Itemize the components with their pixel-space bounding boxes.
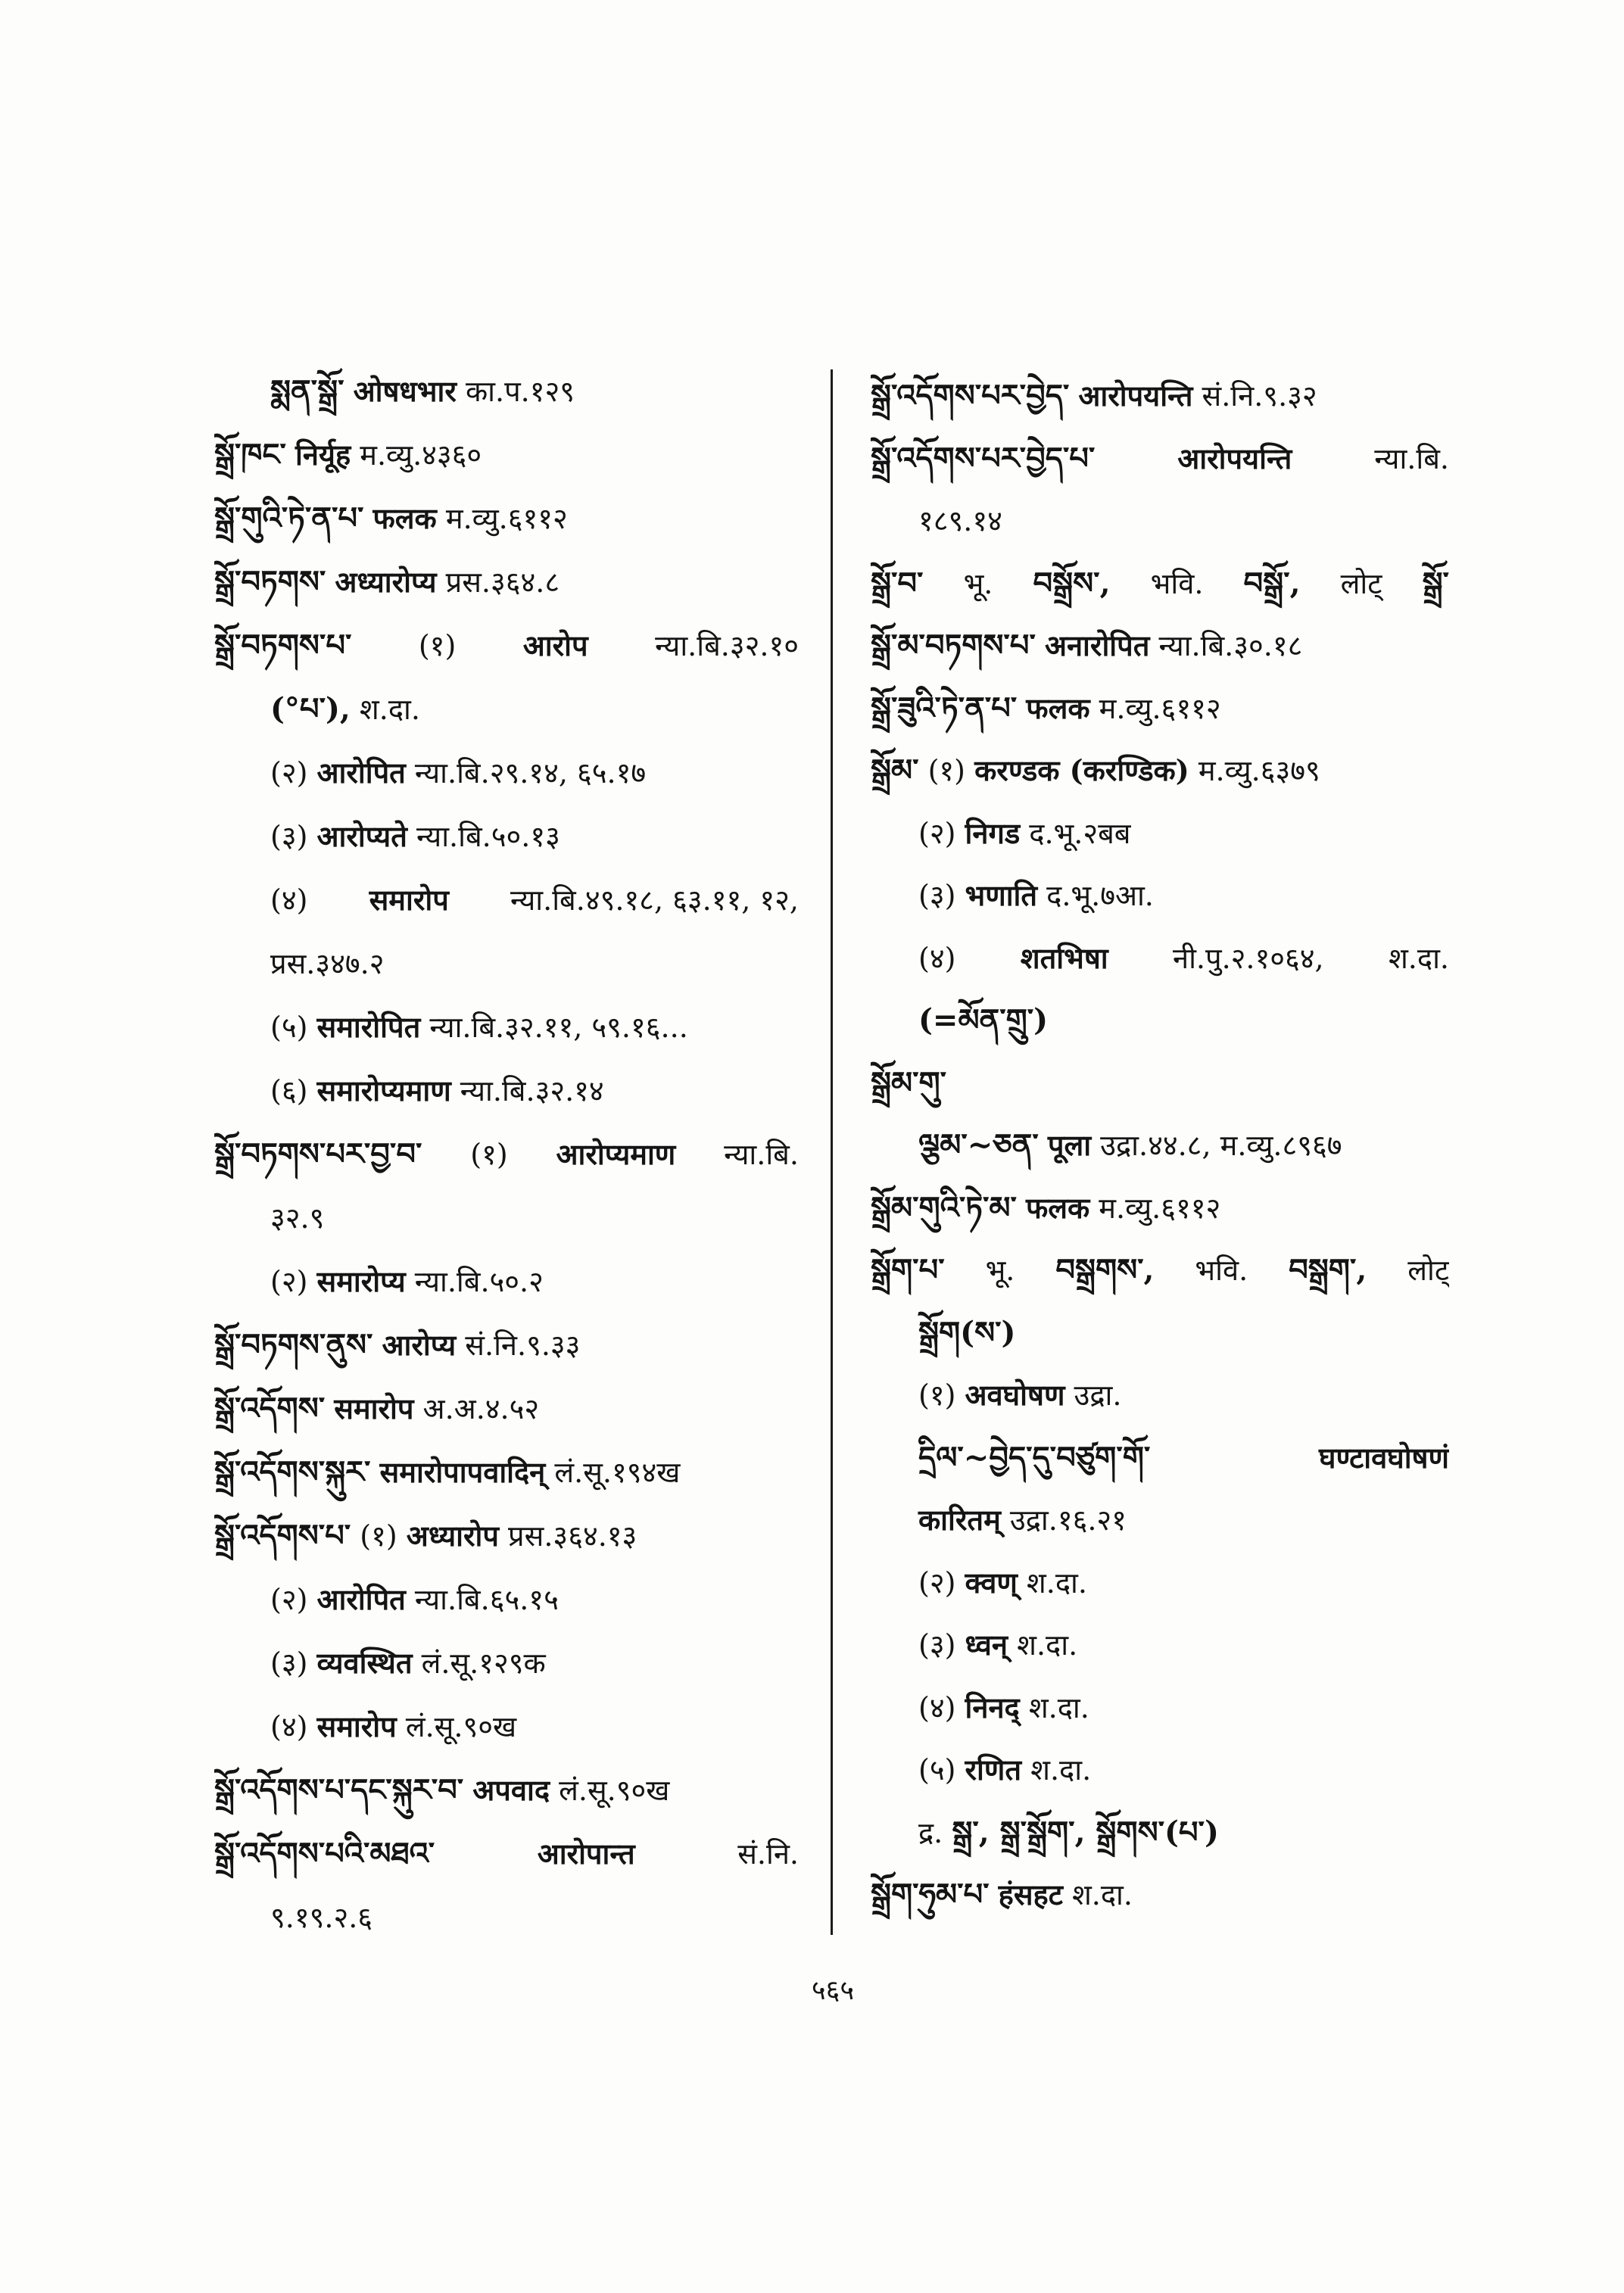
grammar-label: लोट् — [1340, 566, 1382, 600]
source-reference: न्या.बि. — [1374, 441, 1449, 475]
entry-continuation-line — [871, 802, 1449, 865]
tibetan-text: སྒྲོ་ཟུའི་ཏེ་ན་པ་ — [871, 690, 1018, 726]
sense-number: (२) — [270, 1583, 308, 1616]
source-reference: १८९.१४ — [918, 504, 1002, 537]
entry-continuation-line — [214, 1631, 799, 1695]
entry-continuation-line — [871, 1739, 1449, 1802]
sanskrit-term: अवघोषण — [965, 1378, 1065, 1412]
dictionary-entry-line — [214, 1822, 799, 1886]
column-divider — [831, 369, 833, 1935]
sanskrit-term: घण्टावघोषणं — [1319, 1440, 1449, 1475]
tibetan-text: སྒྲོ་མ་བཏགས་པ་ — [871, 628, 1036, 663]
dictionary-entry-line — [871, 1864, 1449, 1927]
sanskrit-term: कारितम् — [918, 1503, 1001, 1537]
source-reference: ३२.९ — [270, 1201, 325, 1235]
entry-continuation-line — [214, 1695, 799, 1759]
tibetan-text: སྒྲོ་ — [1422, 565, 1449, 601]
sanskrit-term: ध्वन् — [965, 1628, 1008, 1662]
tibetan-text: སྒྲོ་འདོགས་པར་བྱེད་པ་ — [871, 440, 1096, 476]
dictionary-entry-line — [214, 1377, 799, 1441]
grammar-label: भू. — [963, 566, 993, 600]
source-reference: द.भू.२बब — [1029, 816, 1131, 850]
sanskrit-term: फलक — [372, 501, 437, 535]
sense-number: (४) — [918, 1690, 956, 1724]
sanskrit-term: आरोप — [522, 628, 588, 662]
source-reference: श.दा. — [1028, 1690, 1089, 1724]
dictionary-entry-line — [871, 1177, 1449, 1240]
tibetan-text: སྒྲོ་འདོགས་ — [214, 1391, 326, 1426]
tibetan-text: སྒྲོམ་ — [871, 752, 919, 788]
sanskrit-term: समारोप — [369, 883, 449, 917]
grammar-label: लोट् — [1407, 1254, 1449, 1287]
source-reference: प्रस.३४७.२ — [270, 947, 385, 980]
sanskrit-term: समारोप — [334, 1391, 414, 1425]
sanskrit-term: आरोपित — [316, 756, 406, 790]
entry-continuation-line — [871, 1552, 1449, 1615]
sanskrit-term: अपवाद — [472, 1773, 550, 1807]
source-reference: लं.सू.९०ख — [405, 1710, 517, 1743]
dictionary-entry-line — [871, 740, 1449, 802]
sanskrit-term: पूला — [1047, 1128, 1092, 1162]
sense-number: (४) — [270, 883, 308, 917]
dictionary-entry-line — [871, 615, 1449, 678]
dictionary-entry-line — [214, 1123, 799, 1186]
source-reference: न्या.बि.३०.१८ — [1158, 629, 1303, 662]
dictionary-entry-line — [871, 1052, 1449, 1115]
source-reference: द.भू.७आ. — [1046, 879, 1154, 912]
dictionary-entry-line — [214, 1313, 799, 1377]
tibetan-text: སྒྲོ་བཏགས་ — [214, 564, 326, 600]
tibetan-text: བསྒྲག་, — [1289, 1252, 1367, 1288]
sense-number: (१) — [927, 754, 965, 787]
sanskrit-term: समारोप्य — [316, 1264, 406, 1298]
left-column — [214, 360, 799, 1949]
source-reference: श.दा. — [1030, 1753, 1092, 1787]
tibetan-text: སྒྲོ་འདོགས་པ་ — [214, 1518, 351, 1553]
sanskrit-term: समारोपापवादिन् — [379, 1455, 546, 1489]
source-reference: श.दा. — [1017, 1628, 1078, 1662]
dictionary-entry-line — [871, 553, 1449, 615]
sense-number: (२) — [918, 816, 956, 850]
sense-number: (३) — [918, 879, 956, 912]
entry-continuation-line — [214, 805, 799, 868]
sanskrit-term: रणित — [965, 1752, 1022, 1787]
source-reference: श.दा. — [1388, 941, 1449, 975]
entry-continuation-line — [214, 1250, 799, 1313]
source-reference: नी.पु.२.१०६४, — [1172, 941, 1324, 975]
source-reference: न्या.बि. — [724, 1138, 799, 1171]
tibetan-text: སྒྲོ་བ་ — [871, 565, 924, 601]
entry-continuation-line — [871, 1677, 1449, 1740]
dictionary-entry-line — [214, 614, 799, 678]
tibetan-text: སྒྲོ་འདོགས་པ་དང་སྐུར་བ་ — [214, 1772, 464, 1808]
entry-continuation-line — [871, 1302, 1449, 1365]
entry-continuation-line — [871, 865, 1449, 927]
entry-continuation-line — [214, 932, 799, 995]
tibetan-text: བསྒྲོ་, — [1243, 565, 1301, 601]
sanskrit-term: निर्यूह — [295, 438, 351, 472]
entry-continuation-line — [871, 1427, 1449, 1490]
sanskrit-term: शतभिषा — [1020, 940, 1108, 975]
entry-continuation-line — [871, 927, 1449, 990]
dictionary-entry-line — [214, 487, 799, 550]
sense-number: (१) — [418, 629, 457, 662]
sense-number: (४) — [270, 1710, 308, 1743]
source-reference: न्या.बि.३२.११, ५९.१६... — [429, 1011, 688, 1044]
source-reference: सं.नि. — [737, 1837, 799, 1871]
sanskrit-term: भणाति — [965, 878, 1038, 912]
sanskrit-term: व्यवस्थित — [316, 1646, 413, 1680]
entry-continuation-line — [871, 1614, 1449, 1677]
tibetan-text: སྨན་སྒྲོ་ — [270, 373, 344, 409]
dictionary-entry-line — [871, 365, 1449, 428]
tibetan-text: སྒྲོ་ཁང་ — [214, 437, 286, 472]
source-reference: सं.नि.९.३२ — [1202, 379, 1317, 413]
entry-continuation-line — [214, 1568, 799, 1631]
entry-continuation-line — [214, 678, 799, 741]
entry-continuation-line — [214, 1059, 799, 1123]
source-reference: न्या.बि.२९.१४, ६५.१७ — [414, 756, 647, 790]
tibetan-text: སྒྲོ་འདོགས་པར་བྱེད་ — [871, 378, 1070, 413]
source-reference: न्या.बि.५०.१३ — [416, 820, 560, 853]
source-reference: लं.सू.९०ख — [559, 1774, 670, 1807]
source-reference: लं.सू.१९४ख — [554, 1456, 681, 1489]
sanskrit-term: अध्यारोप — [406, 1519, 499, 1553]
sense-number: (१) — [470, 1138, 508, 1171]
source-reference: न्या.बि.३२.१४ — [460, 1074, 604, 1108]
dictionary-entry-line — [871, 678, 1449, 740]
source-reference: म.व्यु.६३७९ — [1198, 754, 1320, 787]
sense-number: (५) — [270, 1011, 308, 1044]
sense-number: (६) — [270, 1074, 308, 1108]
tibetan-text: སྒྲོག་ཧུམ་པ་ — [871, 1877, 990, 1912]
tibetan-text: སྒྲོ་གུའི་ཏེ་ན་པ་ — [214, 500, 364, 536]
dictionary-entry-line — [214, 1759, 799, 1822]
entry-continuation-line — [871, 989, 1449, 1052]
tibetan-text: སྒྲོག(ས་) — [918, 1314, 1016, 1351]
source-reference: का.प.१२९ — [465, 375, 575, 408]
tibetan-text: བསྒྲགས་, — [1055, 1252, 1155, 1288]
entry-continuation-line — [214, 360, 799, 423]
dictionary-entry-line — [214, 1441, 799, 1504]
source-reference: म.व्यु.४३६० — [360, 438, 482, 472]
sense-number: (३) — [918, 1628, 956, 1662]
tibetan-text: སྒྲོ་བཏགས་པ་ — [214, 628, 352, 663]
sanskrit-term: अध्यारोप्य — [335, 565, 437, 599]
dictionary-entry-line — [871, 1239, 1449, 1302]
tibetan-text: བསྒྲོས་, — [1033, 565, 1111, 601]
source-reference: न्या.बि.६५.१५ — [414, 1583, 559, 1616]
source-reference: प्रस.३६४.८ — [445, 565, 560, 599]
tibetan-text: ལྕམ་~ཅན་ — [918, 1127, 1039, 1163]
source-reference: म.व्यु.६११२ — [1099, 1191, 1221, 1225]
source-reference: सं.नि.९.३३ — [465, 1329, 581, 1362]
sanskrit-term: समारोपित — [316, 1010, 421, 1044]
sanskrit-term: आरोपयन्ति — [1078, 379, 1193, 413]
tibetan-text: སྒྲོམ་གུ་ — [871, 1064, 947, 1101]
sanskrit-term: निगड — [965, 815, 1021, 850]
tibetan-text: (=མོན་གྲུ་) — [918, 1002, 1049, 1038]
source-reference: उद्रा.१६.२१ — [1009, 1503, 1127, 1537]
entry-continuation-line — [871, 1364, 1449, 1427]
grammar-label: भवि. — [1150, 566, 1204, 600]
sense-number: (१) — [360, 1519, 397, 1553]
sanskrit-term: फलक — [1025, 1190, 1090, 1225]
tibetan-text: སྒྲོ་བཏགས་ནུས་ — [214, 1327, 373, 1363]
entry-continuation-line — [214, 995, 799, 1059]
grammar-label: भवि. — [1195, 1254, 1248, 1287]
sanskrit-term: करण्डक (करण्डिक) — [974, 753, 1189, 787]
source-reference: उद्रा. — [1074, 1379, 1122, 1412]
entry-continuation-line — [214, 1186, 799, 1250]
tibetan-text: དྲིལ་~བྱེད་དུ་བཙུག་གོ་ — [918, 1439, 1151, 1475]
tibetan-text: སྒྲོག་པ་ — [871, 1252, 945, 1288]
sense-number: (२) — [270, 756, 308, 790]
tibetan-text: སྒྲོམ་གུའི་ཏེ་མ་ — [871, 1189, 1017, 1226]
sense-number: (२) — [270, 1265, 308, 1298]
tibetan-text: སྒྲོ་འདོགས་སྐུར་ — [214, 1454, 371, 1490]
entry-continuation-line — [871, 1802, 1449, 1865]
sanskrit-term: समारोप्यमाण — [316, 1073, 451, 1108]
sanskrit-term: आरोपित — [316, 1582, 406, 1616]
entry-continuation-line — [871, 1489, 1449, 1552]
right-column — [871, 365, 1449, 1927]
entry-continuation-line — [214, 868, 799, 932]
sense-number: (३) — [270, 1647, 308, 1680]
source-reference: न्या.बि.३२.१० — [655, 629, 799, 662]
entry-continuation-line — [871, 1114, 1449, 1177]
entry-continuation-line — [871, 490, 1449, 553]
tibetan-text: སྒྲོ་བཏགས་པར་བྱ་བ་ — [214, 1136, 422, 1172]
sanskrit-term: ओषधभार — [353, 374, 457, 408]
source-reference: ९.१९.२.६ — [270, 1901, 373, 1934]
grammar-label: भू. — [985, 1254, 1015, 1287]
tibetan-text: (°པ་), — [270, 691, 351, 727]
sense-number: (१) — [918, 1379, 956, 1412]
source-reference: म.व्यु.६११२ — [445, 502, 568, 535]
sanskrit-term: समारोप — [316, 1709, 397, 1743]
sanskrit-term: आरोपयन्ति — [1177, 441, 1292, 475]
dictionary-entry-line — [214, 550, 799, 614]
sanskrit-term: निनद् — [965, 1690, 1020, 1724]
source-reference: न्या.बि.४९.१८, ६३.११, १२, — [510, 883, 799, 917]
dictionary-entry-line — [871, 428, 1449, 491]
tibetan-text: སྒྲོ་འདོགས་པའི་མཐའ་ — [214, 1836, 435, 1871]
grammar-label: द्र. — [918, 1815, 943, 1849]
page-number: ५६५ — [811, 1975, 855, 2006]
sanskrit-term: हंसहट — [998, 1877, 1063, 1911]
sense-number: (२) — [918, 1566, 956, 1600]
source-reference: प्रस.३६४.१३ — [508, 1519, 637, 1553]
source-reference: श.दा. — [1071, 1878, 1133, 1911]
sanskrit-term: आरोप्य — [382, 1328, 457, 1362]
sanskrit-term: आरोपान्त — [537, 1837, 635, 1871]
sense-number: (५) — [918, 1753, 956, 1787]
dictionary-entry-line — [214, 1504, 799, 1568]
sanskrit-term: आरोप्यमाण — [556, 1137, 676, 1171]
source-reference: लं.सू.१२९क — [421, 1647, 546, 1680]
tibetan-text: སྒྲ་, སྒྲ་སྒྲོག་, སྒྲོགས་(པ་) — [952, 1814, 1219, 1850]
sense-number: (४) — [918, 941, 956, 975]
source-reference: म.व्यु.६११२ — [1099, 691, 1221, 725]
source-reference: श.दा. — [359, 693, 420, 726]
source-reference: श.दा. — [1026, 1566, 1087, 1600]
sense-number: (३) — [270, 820, 308, 853]
source-reference: न्या.बि.५०.२ — [414, 1265, 544, 1298]
source-reference: उद्रा.४४.८, म.व्यु.८९६७ — [1100, 1129, 1342, 1162]
sanskrit-term: आरोप्यते — [316, 819, 407, 853]
sanskrit-term: फलक — [1026, 690, 1090, 725]
source-reference: अ.अ.४.५२ — [422, 1392, 540, 1425]
entry-continuation-line — [214, 1886, 799, 1949]
dictionary-entry-line — [214, 423, 799, 487]
entry-continuation-line — [214, 741, 799, 805]
sanskrit-term: क्वण् — [965, 1565, 1018, 1600]
sanskrit-term: अनारोपित — [1044, 628, 1150, 662]
